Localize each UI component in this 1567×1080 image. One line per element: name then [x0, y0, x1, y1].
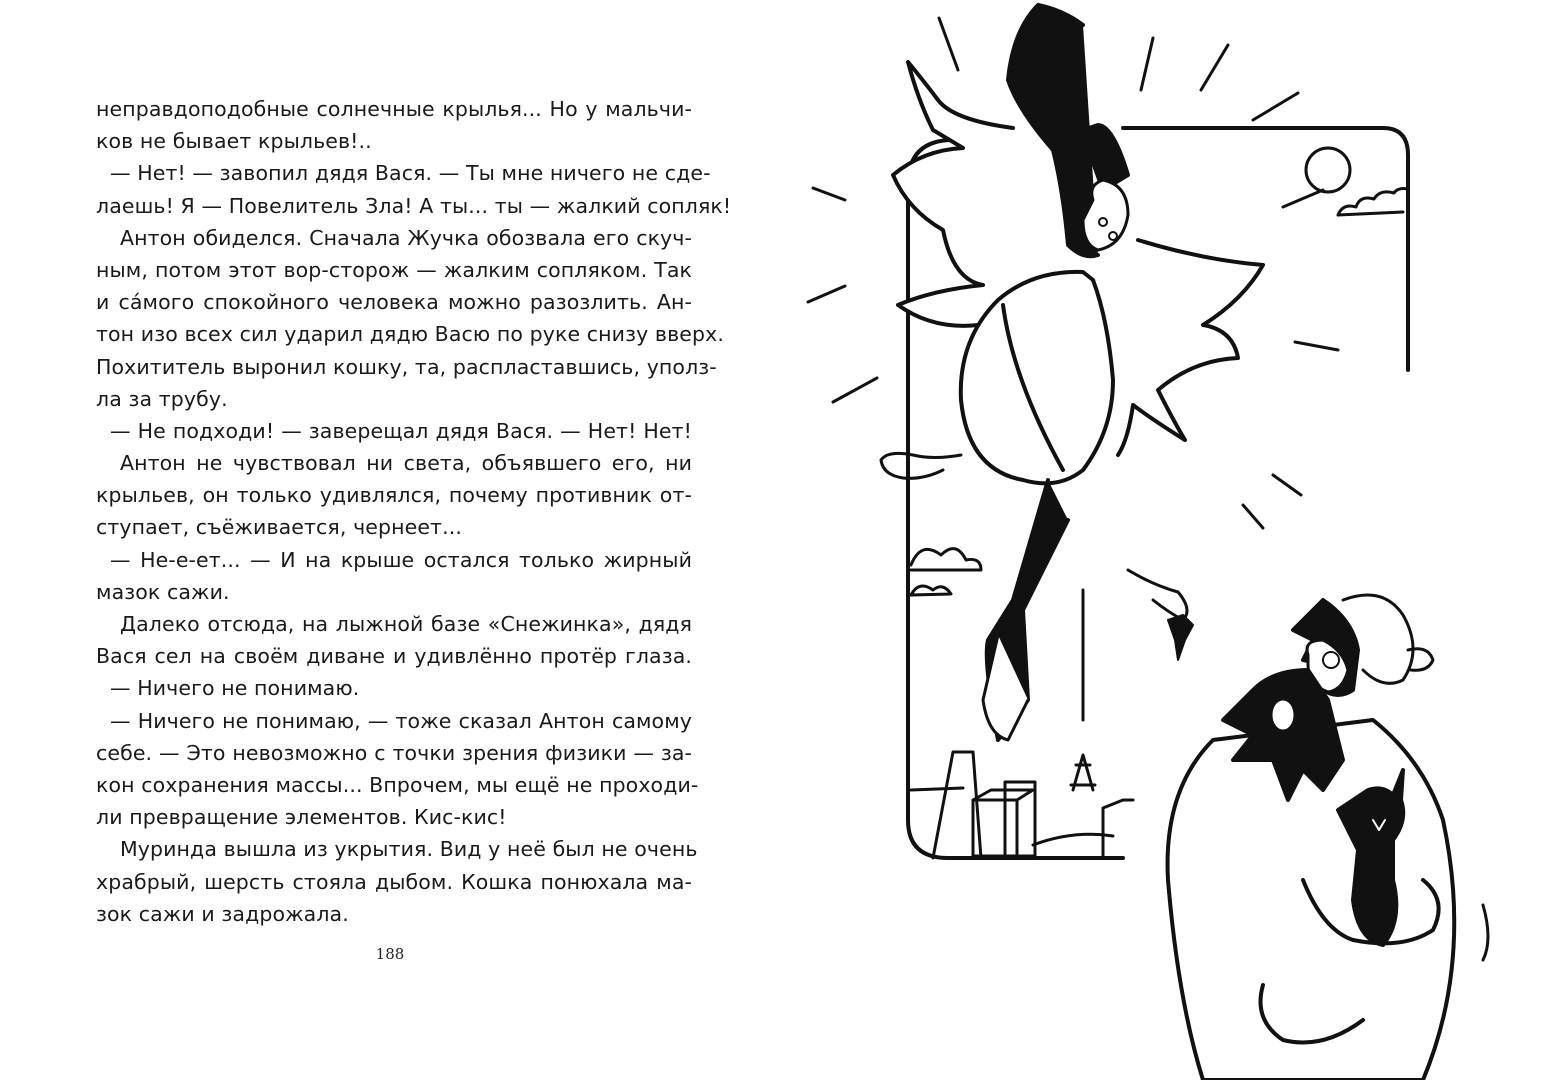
- cloud-icon: [1338, 189, 1408, 216]
- cloud-icon: [911, 586, 951, 595]
- text-line: — Не-е-ет... — И на крыше остался только жирный: [110, 547, 692, 572]
- text-line: крыльев, он только удивлялся, почему противник от-: [96, 483, 692, 508]
- text-line: Антон обиделся. Сначала Жучка обозвала его скуч-: [120, 225, 692, 250]
- text-line: Вася сел на своём диване и удивлённо протёр глаза.: [96, 644, 692, 669]
- text-line: — Нет! — завопил дядя Вася. — Ты мне ничего не сде-: [110, 161, 711, 186]
- page-number: 188: [375, 945, 405, 963]
- text-line: Антон не чувствовал ни света, объявшего его, ни: [120, 451, 692, 476]
- text-line: — Ничего не понимаю.: [110, 676, 360, 701]
- text-line: храбрый, шерсть стояла дыбом. Кошка понюхала ма-: [96, 869, 692, 894]
- text-line: лаешь! Я — Повелитель Зла! А ты... ты — жалкий сопляк!: [96, 193, 732, 218]
- text-line: тон изо всех сил ударил дядю Васю по руке снизу вверх.: [96, 322, 724, 347]
- text-line: Муринда вышла из укрытия. Вид у неё был не очень: [120, 837, 698, 862]
- text-line: неправдоподобные солнечные крылья... Но у мальчи-: [96, 97, 692, 121]
- text-line: — Не подходи! — заверещал дядя Вася. — Нет! Нет!: [110, 418, 692, 443]
- body-text: [96, 93, 732, 930]
- wing-right: [1118, 240, 1263, 455]
- sun-icon: [1306, 148, 1350, 192]
- text-line: ным, потом этот вор-сторож — жалким сопляком. Так: [96, 257, 692, 282]
- text-line: Далеко отсюда, на лыжной базе «Снежинка», дядя: [120, 612, 692, 636]
- text-line: ступает, съёживается, чернеет...: [96, 515, 462, 540]
- text-line: себе. — Это невозможно с точки зрения физики — за-: [96, 740, 692, 765]
- cloud-icon: [911, 549, 981, 570]
- text-line: кон сохранения массы... Впрочем, мы ещё не проходи-: [96, 772, 699, 797]
- uncle-mouth: [1273, 701, 1293, 729]
- boy-hand: [881, 453, 961, 478]
- text-line: ков не бывает крыльев!..: [96, 129, 372, 154]
- illustration: [783, 0, 1567, 1080]
- text-line: — Ничего не понимаю, — тоже сказал Антон самому: [110, 708, 692, 733]
- text-line: ли превращение элементов. Кис-кис!: [96, 805, 507, 830]
- text-line: Похититель выронил кошку, та, распластавшись, уполз-: [96, 354, 717, 379]
- left-page: [0, 0, 783, 1080]
- text-line: ла за трубу.: [96, 386, 228, 411]
- illustration-drawing: [783, 0, 1567, 1080]
- text-line: зок сажи и задрожала.: [96, 901, 349, 926]
- bird-icon: [1168, 615, 1193, 660]
- text-line: мазок сажи.: [96, 579, 230, 604]
- text-line: и са́мого спокойного человека можно разозлить. Ан-: [96, 290, 692, 315]
